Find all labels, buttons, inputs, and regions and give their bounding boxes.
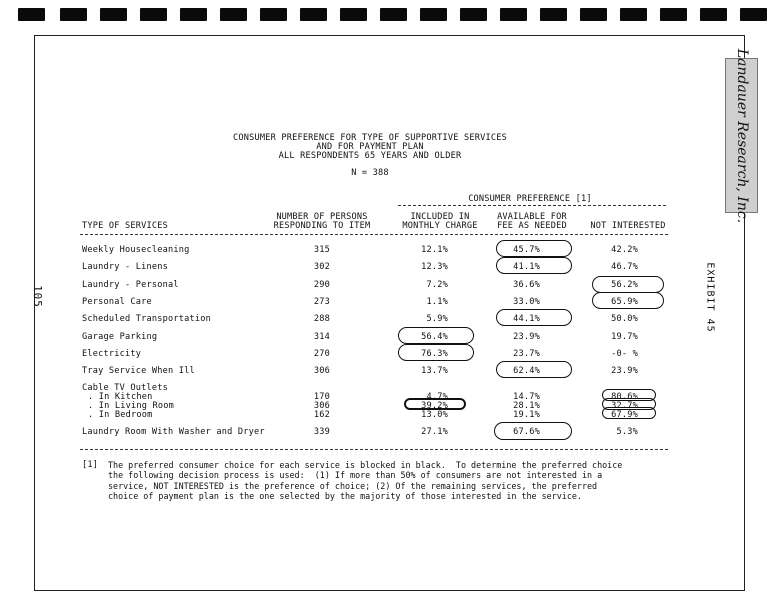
row-service: . In Living Room [88,401,174,411]
row-not-interested: 5.3% [616,427,638,437]
row-not-interested: -0- % [611,349,638,359]
col-included-line2: MONTHLY CHARGE [402,221,478,231]
row-count: 170 [313,392,330,402]
row-service: Laundry Room With Washer and Dryer [82,427,265,437]
col-not-interested: NOT INTERESTED [590,221,666,231]
row-count: 270 [313,349,330,359]
preference-oval [496,257,572,274]
col-type-of-services: TYPE OF SERVICES [82,221,168,231]
row-count: 273 [313,297,330,307]
col-fee-line2: FEE AS NEEDED [497,221,567,231]
col-persons-line1: NUMBER OF PERSONS [276,212,368,222]
row-included: 76.3% [421,349,448,359]
preference-oval [404,398,466,410]
preference-oval [398,344,474,361]
row-included: 12.3% [421,262,448,272]
footnote-marker: [1] [82,460,99,470]
row-not-interested: 50.0% [611,314,638,324]
row-fee: 44.1% [513,314,540,324]
stamp-text: Landauer Research, Inc. [733,48,750,223]
row-fee: 19.1% [513,410,540,420]
row-count: 302 [313,262,330,272]
row-service: Weekly Housecleaning [82,245,190,255]
header-rule [80,234,668,235]
row-fee: 23.9% [513,332,540,342]
cable-tv-label: Cable TV Outlets [82,383,168,393]
row-not-interested: 80.6% [611,392,638,402]
row-included: 39.2% [421,401,448,411]
exhibit-label: EXHIBIT 45 [704,262,716,333]
row-fee: 33.0% [513,297,540,307]
row-fee: 14.7% [513,392,540,402]
row-count: 162 [313,410,330,420]
group-rule [398,205,666,206]
row-count: 290 [313,280,330,290]
row-not-interested: 56.2% [611,280,638,290]
row-count: 306 [313,401,330,411]
preference-oval [602,407,656,419]
row-service: Garage Parking [82,332,158,342]
col-persons-line2: RESPONDING TO ITEM [273,221,371,231]
row-count: 288 [313,314,330,324]
row-included: 12.1% [421,245,448,255]
consumer-preference-header: CONSUMER PREFERENCE [1] [468,194,592,204]
title-line-1: CONSUMER PREFERENCE FOR TYPE OF SUPPORTIVE SERVICES [232,133,508,143]
preference-oval [398,327,474,344]
row-fee: 36.6% [513,280,540,290]
row-included: 56.4% [421,332,448,342]
col-fee-line1: AVAILABLE FOR [497,212,567,222]
preference-oval [592,292,664,309]
row-service: Electricity [82,349,142,359]
row-not-interested: 23.9% [611,366,638,376]
research-stamp [725,48,758,223]
page-frame [34,35,745,591]
row-included: 4.7% [426,392,448,402]
row-fee: 45.7% [513,245,540,255]
row-included: 27.1% [421,427,448,437]
title-line-3: ALL RESPONDENTS 65 YEARS AND OLDER [278,151,462,161]
row-not-interested: 67.9% [611,410,638,420]
preference-oval [494,422,572,440]
row-count: 314 [313,332,330,342]
sample-size: N = 388 [351,168,389,178]
row-fee: 62.4% [513,366,540,376]
page-number: 105 [30,285,44,308]
title-line-2: AND FOR PAYMENT PLAN [316,142,424,152]
row-not-interested: 65.9% [611,297,638,307]
row-included: 7.2% [426,280,448,290]
row-service: . In Bedroom [88,410,153,420]
footer-rule [80,449,668,450]
row-count: 339 [313,427,330,437]
preference-oval [496,240,572,257]
row-not-interested: 32.7% [611,401,638,411]
row-fee: 23.7% [513,349,540,359]
row-service: Personal Care [82,297,152,307]
row-fee: 67.6% [513,427,540,437]
row-fee: 28.1% [513,401,540,411]
row-included: 13.7% [421,366,448,376]
row-not-interested: 19.7% [611,332,638,342]
row-service: Scheduled Transportation [82,314,211,324]
row-service: Laundry - Personal [82,280,179,290]
row-service: . In Kitchen [88,392,153,402]
col-included-line1: INCLUDED IN [410,212,470,222]
row-included: 5.9% [426,314,448,324]
row-not-interested: 46.7% [611,262,638,272]
row-service: Tray Service When Ill [82,366,195,376]
row-count: 315 [313,245,330,255]
row-service: Laundry - Linens [82,262,168,272]
row-not-interested: 42.2% [611,245,638,255]
preference-oval [496,309,572,326]
preference-oval [592,276,664,293]
row-included: 13.0% [421,410,448,420]
footnote-text: The preferred consumer choice for each service is blocked in black. To determine the preferred choice the following decision process is used: (1) If more than 50% of consumers are not interested in a service, NOT INTERESTED is the preference of choice; (2) Of the remaining services, the preferred choice of payment plan is the one selected by the majority of those interested in the service. [108,460,623,502]
row-fee: 41.1% [513,262,540,272]
row-count: 306 [313,366,330,376]
row-included: 1.1% [426,297,448,307]
preference-oval [496,361,572,378]
